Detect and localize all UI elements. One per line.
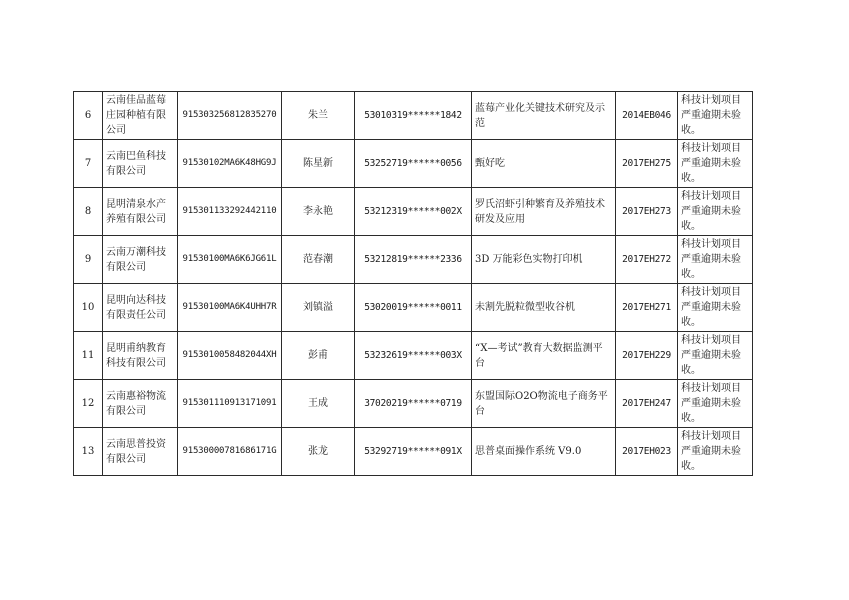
table-row [74,188,753,236]
status-note: 科技计划项目严重逾期未验收。 [678,236,753,284]
project-name: 未割先脱粒微型收谷机 [472,284,616,332]
id-number: 53010319******1842 [355,92,472,140]
row-number: 6 [74,92,103,140]
project-name: 甄好吃 [472,140,616,188]
table-row [74,284,753,332]
row-number: 12 [74,380,103,428]
company-name: 云南佳品蓝莓庄园种植有限公司 [103,92,178,140]
project-number: 2017EH229 [616,332,678,380]
project-number: 2017EH275 [616,140,678,188]
project-number: 2017EH272 [616,236,678,284]
project-name: 思普桌面操作系统 V9.0 [472,428,616,476]
credit-code: 9153010058482044XH [178,332,282,380]
credit-code: 915301133292442110 [178,188,282,236]
project-number: 2017EH023 [616,428,678,476]
table-row [74,332,753,380]
row-number: 11 [74,332,103,380]
id-number: 53292719******091X [355,428,472,476]
status-note: 科技计划项目严重逾期未验收。 [678,428,753,476]
project-name: 3D 万能彩色实物打印机 [472,236,616,284]
table-row [74,140,753,188]
project-number: 2014EB046 [616,92,678,140]
person-name: 陈星新 [282,140,355,188]
row-number: 13 [74,428,103,476]
record-table [73,91,753,476]
credit-code: 91530000781686171G [178,428,282,476]
status-note: 科技计划项目严重逾期未验收。 [678,332,753,380]
id-number: 53020019******0011 [355,284,472,332]
project-name: 东盟国际O2O物流电子商务平台 [472,380,616,428]
person-name: 刘镇溢 [282,284,355,332]
id-number: 53212819******2336 [355,236,472,284]
table-row [74,236,753,284]
table-row [74,380,753,428]
row-number: 8 [74,188,103,236]
project-name: “X—考试”教育大数据监测平台 [472,332,616,380]
status-note: 科技计划项目严重逾期未验收。 [678,92,753,140]
person-name: 范春潮 [282,236,355,284]
status-note: 科技计划项目严重逾期未验收。 [678,284,753,332]
project-number: 2017EH273 [616,188,678,236]
company-name: 云南惠裕物流有限公司 [103,380,178,428]
company-name: 云南巴鱼科技有限公司 [103,140,178,188]
id-number: 53232619******003X [355,332,472,380]
id-number: 37020219******0719 [355,380,472,428]
credit-code: 915301110913171091 [178,380,282,428]
credit-code: 91530100MA6K4UHH7R [178,284,282,332]
company-name: 昆明清泉水产养殖有限公司 [103,188,178,236]
project-number: 2017EH271 [616,284,678,332]
project-name: 罗氏沼虾引种繁育及养殖技术研发及应用 [472,188,616,236]
table-row [74,92,753,140]
credit-code: 915303256812835270 [178,92,282,140]
row-number: 10 [74,284,103,332]
credit-code: 91530100MA6K6JG61L [178,236,282,284]
row-number: 9 [74,236,103,284]
project-name: 蓝莓产业化关键技术研究及示范 [472,92,616,140]
company-name: 云南万潮科技有限公司 [103,236,178,284]
person-name: 朱兰 [282,92,355,140]
row-number: 7 [74,140,103,188]
status-note: 科技计划项目严重逾期未验收。 [678,380,753,428]
id-number: 53252719******0056 [355,140,472,188]
company-name: 昆明向达科技有限责任公司 [103,284,178,332]
person-name: 彭甫 [282,332,355,380]
status-note: 科技计划项目严重逾期未验收。 [678,140,753,188]
person-name: 王成 [282,380,355,428]
company-name: 昆明甫纳教育科技有限公司 [103,332,178,380]
project-number: 2017EH247 [616,380,678,428]
person-name: 张龙 [282,428,355,476]
id-number: 53212319******002X [355,188,472,236]
credit-code: 91530102MA6K48HG9J [178,140,282,188]
status-note: 科技计划项目严重逾期未验收。 [678,188,753,236]
company-name: 云南思普投资有限公司 [103,428,178,476]
table-row [74,428,753,476]
person-name: 李永艳 [282,188,355,236]
